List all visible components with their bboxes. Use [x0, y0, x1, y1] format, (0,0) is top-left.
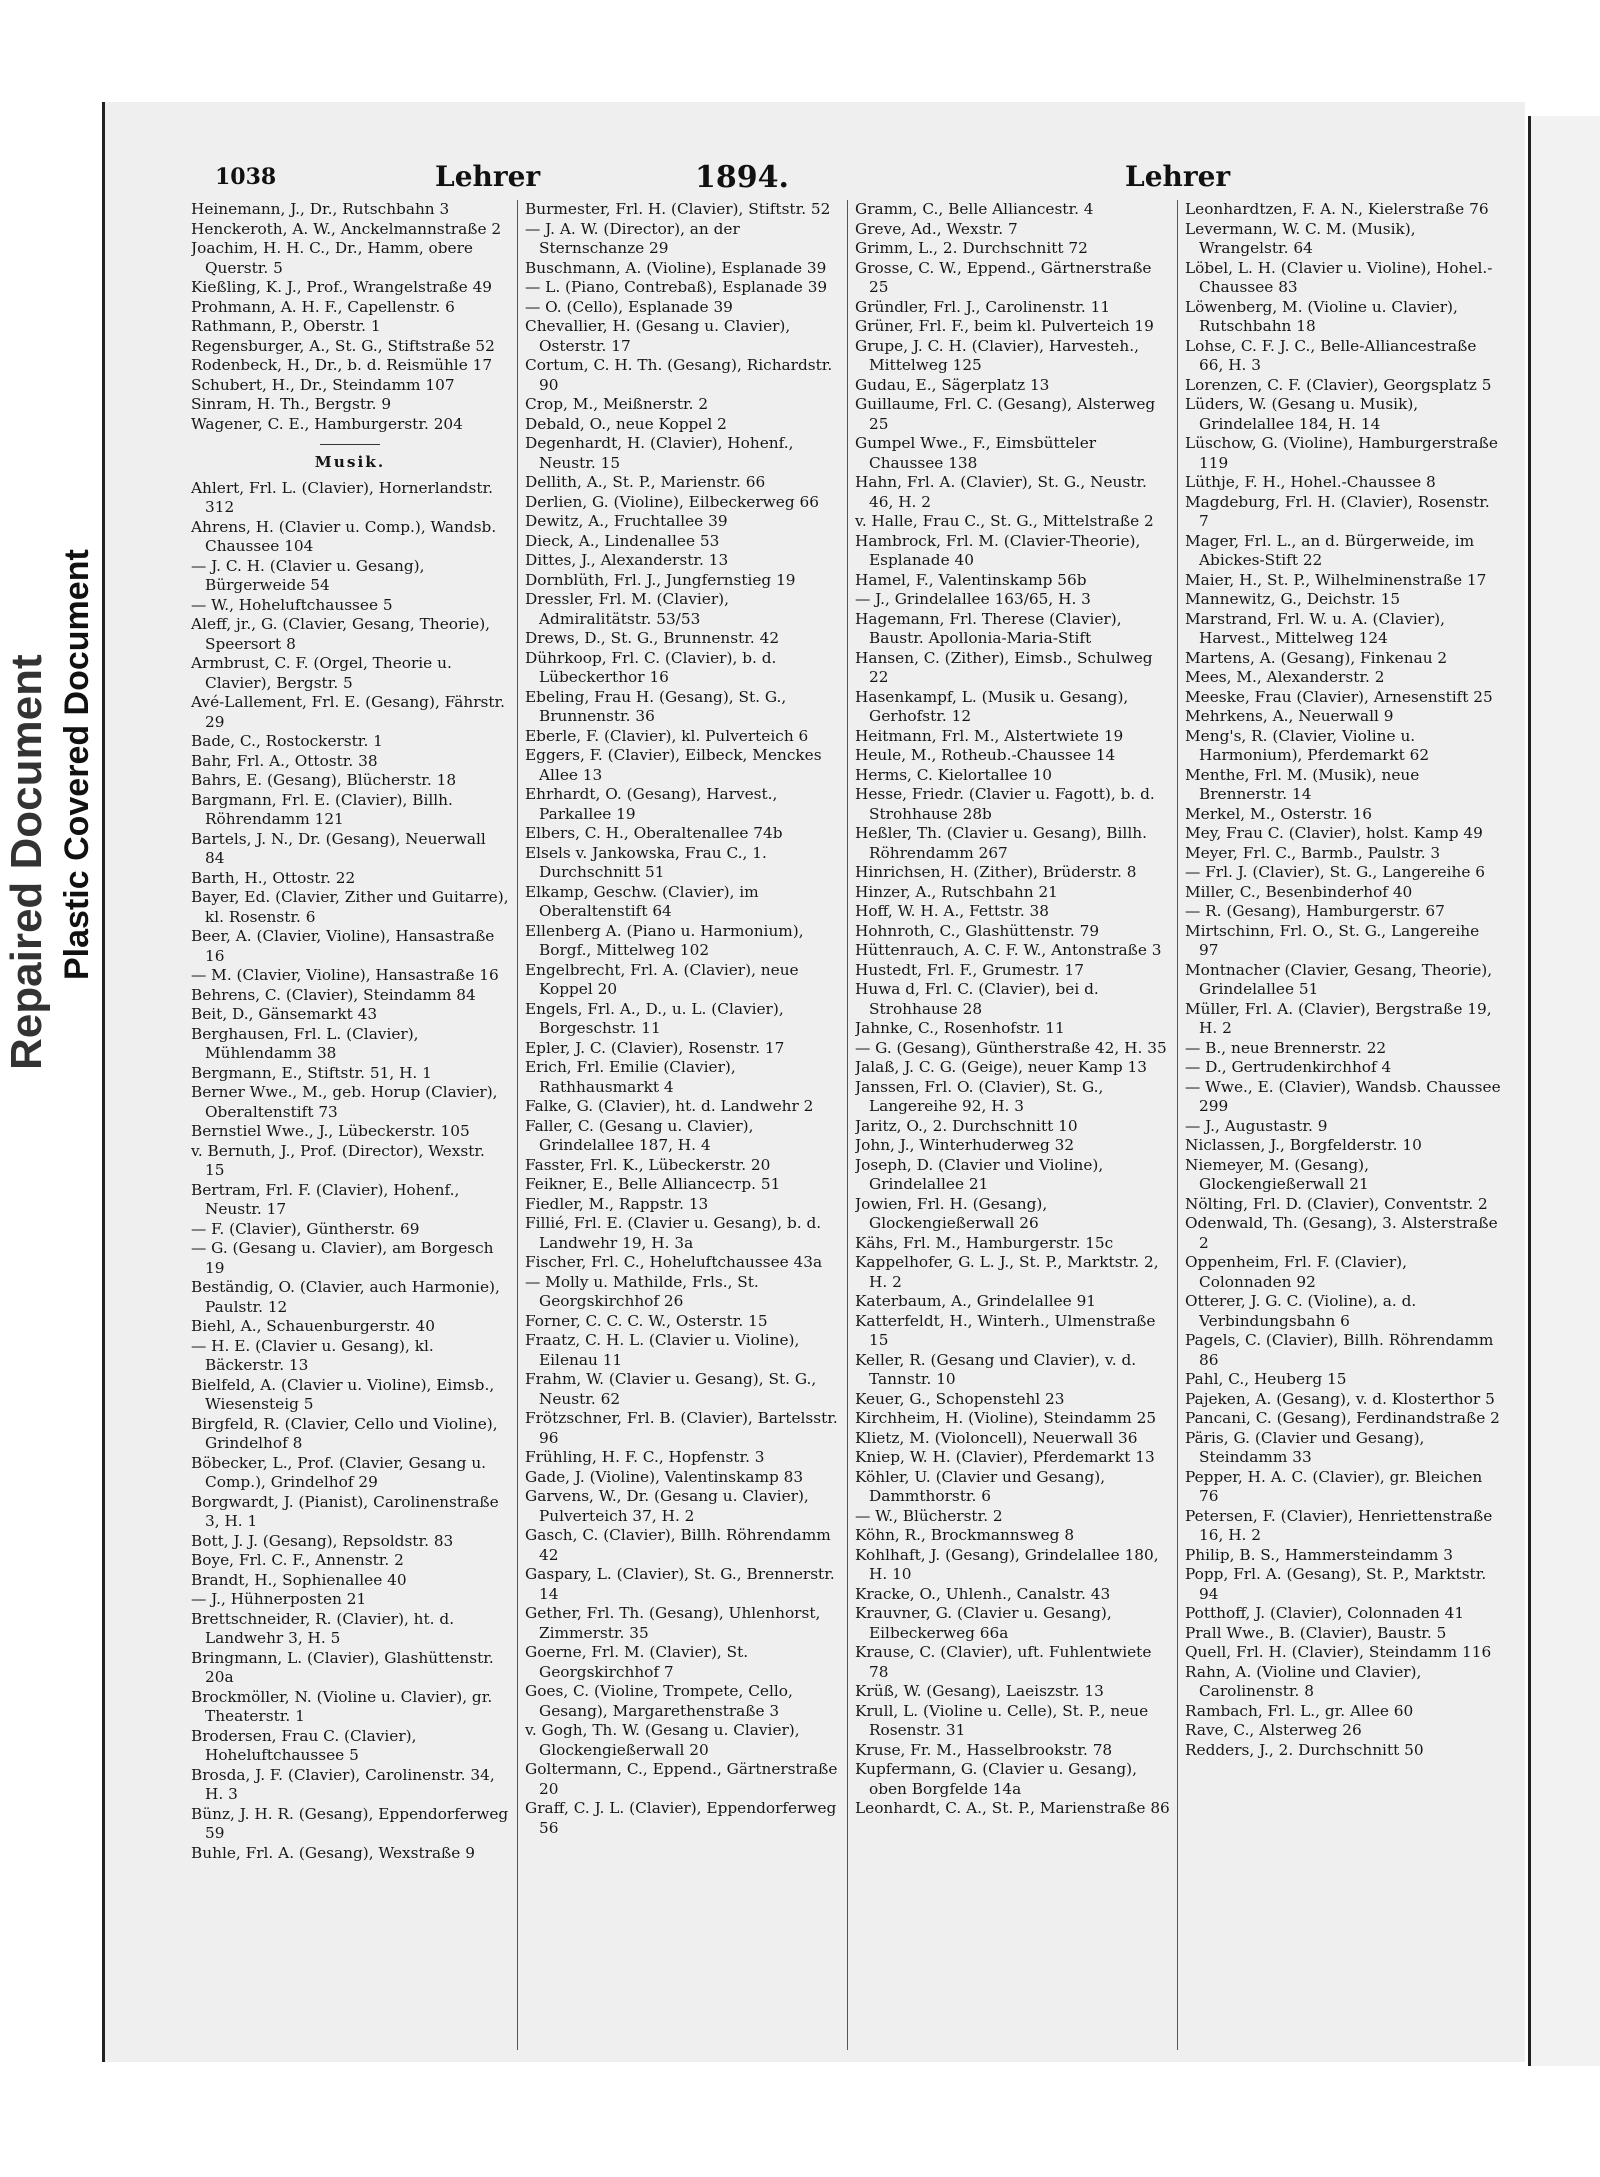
directory-entry: Oppenheim, Frl. F. (Clavier), Colonnaden 92: [1185, 1253, 1407, 1291]
directory-entry: Pajeken, A. (Gesang), v. d. Klosterthor 5: [1185, 1389, 1495, 1408]
directory-entry: Pancani, C. (Gesang), Ferdinandstraße 2: [1185, 1409, 1500, 1427]
directory-entry: Boye, Frl. C. F., Annenstr. 2: [191, 1551, 404, 1569]
directory-entry: Mager, Frl. L., an d. Bürgerweide, im Abickes-Stift 22: [1185, 531, 1475, 569]
directory-entry: Lorenzen, C. F. (Clavier), Georgsplatz 5: [1185, 375, 1492, 394]
directory-entry: Gether, Frl. Th. (Gesang), Uhlenhorst, Zimmerstr. 35: [525, 1604, 821, 1642]
column-divider: [1177, 200, 1178, 2050]
directory-entry: Beer, A. (Clavier, Violine), Hansastraße 16: [191, 927, 495, 965]
directory-entry: Gade, J. (Violine), Valentinskamp 83: [525, 1467, 804, 1486]
directory-entry: Müller, Frl. A. (Clavier), Bergstraße 19, H. 2: [1185, 999, 1492, 1037]
directory-entry: Rathmann, P., Oberstr. 1: [191, 317, 381, 335]
directory-entry: Ebeling, Frau H. (Gesang), St. G., Brunnenstr. 36: [525, 687, 787, 725]
directory-entry: v. Bernuth, J., Prof. (Director), Wexstr. 15: [191, 1141, 485, 1179]
directory-entry: — W., Hoheluftchaussee 5: [191, 595, 393, 614]
directory-entry: Bringmann, L. (Clavier), Glashüttenstr. 20a: [191, 1648, 494, 1686]
directory-entry: Bernstiel Wwe., J., Lübeckerstr. 105: [191, 1122, 470, 1140]
directory-entry: Henckeroth, A. W., Anckelmannstraße 2: [191, 219, 502, 238]
directory-entry: Elkamp, Geschw. (Clavier), im Oberaltenstift 64: [525, 882, 759, 920]
directory-entry: Krauvner, G. (Clavier u. Gesang), Eilbeckerweg 66a: [855, 1604, 1112, 1642]
adjacent-page-strip: [1528, 116, 1600, 2066]
directory-entry: Jaritz, O., 2. Durchschnitt 10: [855, 1116, 1078, 1135]
directory-entry: v. Halle, Frau C., St. G., Mittelstraße 2: [855, 512, 1154, 530]
directory-entry: Brandt, H., Sophienallee 40: [191, 1570, 407, 1589]
column-1: [191, 200, 509, 2050]
column-divider: [517, 200, 518, 2050]
directory-entry: Bahr, Frl. A., Ottostr. 38: [191, 751, 378, 770]
directory-entry: Odenwald, Th. (Gesang), 3. Alsterstraße 2: [1185, 1214, 1498, 1252]
directory-entry: Eberle, F. (Clavier), kl. Pulverteich 6: [525, 726, 809, 745]
directory-entry: Bünz, J. H. R. (Gesang), Eppendorferweg 59: [191, 1804, 509, 1842]
directory-entry: Elsels v. Jankowska, Frau C., 1. Durchschnitt 51: [525, 843, 767, 881]
directory-entry: Potthoff, J. (Clavier), Colonnaden 41: [1185, 1604, 1465, 1622]
directory-entry: Rodenbeck, H., Dr., b. d. Reismühle 17: [191, 356, 493, 374]
directory-entry: Kirchheim, H. (Violine), Steindamm 25: [855, 1409, 1157, 1427]
section-rule: [320, 444, 380, 445]
directory-entry: Mannewitz, G., Deichstr. 15: [1185, 590, 1401, 608]
directory-entry: Degenhardt, H. (Clavier), Hohenf., Neustr. 15: [525, 434, 794, 472]
directory-entry: Marstrand, Frl. W. u. A. (Clavier), Harvest., Mittelweg 124: [1185, 609, 1445, 647]
directory-entry: Schubert, H., Dr., Steindamm 107: [191, 375, 455, 394]
directory-entry: Behrens, C. (Clavier), Steindamm 84: [191, 985, 476, 1004]
directory-entry: Keuer, G., Schopenstehl 23: [855, 1389, 1065, 1408]
directory-entry: Prall Wwe., B. (Clavier), Baustr. 5: [1185, 1623, 1447, 1642]
directory-entry: Fischer, Frl. C., Hoheluftchaussee 43a: [525, 1253, 823, 1271]
directory-entry: Hasenkampf, L. (Musik u. Gesang), Gerhofstr. 12: [855, 687, 1129, 725]
directory-entry: — J. C. H. (Clavier u. Gesang), Bürgerweide 54: [191, 556, 425, 594]
directory-entry: — M. (Clavier, Violine), Hansastraße 16: [191, 966, 499, 984]
directory-entry: Garvens, W., Dr. (Gesang u. Clavier), Pulverteich 37, H. 2: [525, 1487, 809, 1525]
directory-entry: Fillié, Frl. E. (Clavier u. Gesang), b. d. Landwehr 19, H. 3a: [525, 1214, 822, 1252]
directory-entry: Kappelhofer, G. L. J., St. P., Marktstr. 2, H. 2: [855, 1253, 1159, 1291]
directory-entry: Gaspary, L. (Clavier), St. G., Brennerstr. 14: [525, 1565, 835, 1603]
directory-entry: Ellenberg A. (Piano u. Harmonium), Borgf., Mittelweg 102: [525, 921, 804, 959]
directory-entry: Frahm, W. (Clavier u. Gesang), St. G., Neustr. 62: [525, 1370, 817, 1408]
directory-entry: Drews, D., St. G., Brunnenstr. 42: [525, 629, 780, 647]
directory-entry: Lüthje, F. H., Hohel.-Chaussee 8: [1185, 473, 1436, 491]
directory-entry: Pepper, H. A. C. (Clavier), gr. Bleichen 76: [1185, 1467, 1483, 1505]
directory-entry: Joachim, H. H. C., Dr., Hamm, obere Querstr. 5: [191, 239, 473, 277]
directory-entry: Montnacher (Clavier, Gesang, Theorie), Grindelallee 51: [1185, 960, 1493, 998]
directory-entry: Debald, O., neue Koppel 2: [525, 414, 727, 433]
directory-entry: Chevallier, H. (Gesang u. Clavier), Osterstr. 17: [525, 317, 791, 355]
directory-entry: Bahrs, E. (Gesang), Blücherstr. 18: [191, 771, 457, 789]
directory-entry: Ehrhardt, O. (Gesang), Harvest., Parkallee 19: [525, 785, 778, 823]
directory-entry: Kracke, O., Uhlenh., Canalstr. 43: [855, 1584, 1111, 1603]
directory-entry: Armbrust, C. F. (Orgel, Theorie u. Clavier), Bergstr. 5: [191, 654, 452, 692]
directory-entry: Krause, C. (Clavier), uft. Fuhlentwiete 78: [855, 1643, 1152, 1681]
directory-entry: Berghausen, Frl. L. (Clavier), Mühlendamm 38: [191, 1024, 419, 1062]
directory-entry: Katterfeldt, H., Winterh., Ulmenstraße 15: [855, 1311, 1156, 1349]
directory-entry: Dittes, J., Alexanderstr. 13: [525, 551, 729, 569]
directory-entry: Grüner, Frl. F., beim kl. Pulverteich 19: [855, 317, 1154, 335]
directory-entry: Köhn, R., Brockmannsweg 8: [855, 1526, 1075, 1544]
directory-entry: Grimm, L., 2. Durchschnitt 72: [855, 239, 1088, 257]
directory-entry: — D., Gertrudenkirchhof 4: [1185, 1058, 1392, 1076]
directory-entry: Leonhardt, C. A., St. P., Marienstraße 86: [855, 1799, 1170, 1817]
directory-entry: Meng's, R. (Clavier, Violine u. Harmonium), Pferdemarkt 62: [1185, 726, 1430, 764]
year-title: 1894.: [695, 160, 789, 195]
directory-entry: Köhler, U. (Clavier und Gesang), Dammthorstr. 6: [855, 1467, 1106, 1505]
directory-entry: Biehl, A., Schauenburgerstr. 40: [191, 1317, 435, 1335]
directory-entry: Janssen, Frl. O. (Clavier), St. G., Langereihe 92, H. 3: [855, 1077, 1104, 1115]
plastic-covered-label: Plastic Covered Document: [58, 549, 96, 980]
directory-entry: Rambach, Frl. L., gr. Allee 60: [1185, 1701, 1414, 1720]
directory-entry: — H. E. (Clavier u. Gesang), kl. Bäckerstr. 13: [191, 1336, 434, 1374]
directory-entry: Graff, C. J. L. (Clavier), Eppendorferweg 56: [525, 1799, 837, 1837]
directory-entry: Dieck, A., Lindenallee 53: [525, 531, 720, 550]
directory-entry: Dressler, Frl. M. (Clavier), Admiralitätstr. 53/53: [525, 590, 729, 628]
directory-entry: Gramm, C., Belle Alliancestr. 4: [855, 200, 1094, 218]
directory-entry: Gudau, E., Sägerplatz 13: [855, 375, 1050, 394]
directory-entry: Dewitz, A., Fruchtallee 39: [525, 512, 728, 530]
directory-entry: Mey, Frau C. (Clavier), holst. Kamp 49: [1185, 824, 1483, 842]
directory-entry: Regensburger, A., St. G., Stiftstraße 52: [191, 336, 495, 355]
directory-entry: Philip, B. S., Hammersteindamm 3: [1185, 1545, 1453, 1564]
column-1-entries: [191, 200, 509, 434]
directory-entry: Erich, Frl. Emilie (Clavier), Rathhausmarkt 4: [525, 1058, 736, 1096]
directory-entry: Crop, M., Meißnerstr. 2: [525, 395, 709, 413]
directory-entry: Heule, M., Rotheub.-Chaussee 14: [855, 746, 1116, 764]
directory-entry: Heßler, Th. (Clavier u. Gesang), Billh. Röhrendamm 267: [855, 824, 1147, 862]
directory-entry: Niclassen, J., Borgfelderstr. 10: [1185, 1136, 1422, 1154]
directory-entry: Dührkoop, Frl. C. (Clavier), b. d. Lübeckerthor 16: [525, 648, 777, 686]
directory-entry: Kähs, Frl. M., Hamburgerstr. 15c: [855, 1233, 1114, 1252]
directory-entry: Kniep, W. H. (Clavier), Pferdemarkt 13: [855, 1448, 1155, 1466]
directory-entry: Klietz, M. (Violoncell), Neuerwall 36: [855, 1428, 1138, 1447]
directory-entry: Bargmann, Frl. E. (Clavier), Billh. Röhrendamm 121: [191, 790, 453, 828]
directory-entry: Lohse, C. F. J. C., Belle-Alliancestraße 66, H. 3: [1185, 336, 1477, 374]
directory-entry: — F. (Clavier), Güntherstr. 69: [191, 1219, 420, 1238]
directory-entry: Pagels, C. (Clavier), Billh. Röhrendamm 86: [1185, 1331, 1494, 1369]
directory-entry: Brettschneider, R. (Clavier), ht. d. Landwehr 3, H. 5: [191, 1609, 455, 1647]
column-2-entries: [525, 200, 843, 1838]
directory-entry: Gumpel Wwe., F., Eimsbütteler Chaussee 138: [855, 434, 1097, 472]
directory-entry: Martens, A. (Gesang), Finkenau 2: [1185, 648, 1448, 667]
directory-entry: Borgwardt, J. (Pianist), Carolinenstraße 3, H. 1: [191, 1492, 499, 1530]
directory-entry: Böbecker, L., Prof. (Clavier, Gesang u. Comp.), Grindelhof 29: [191, 1453, 487, 1491]
directory-entry: Beit, D., Gänsemarkt 43: [191, 1005, 378, 1023]
directory-entry: Jahnke, C., Rosenhofstr. 11: [855, 1019, 1065, 1037]
directory-entry: Ahrens, H. (Clavier u. Comp.), Wandsb. Chaussee 104: [191, 517, 497, 555]
directory-entry: Prohmann, A. H. F., Capellenstr. 6: [191, 297, 455, 316]
column-2: [525, 200, 843, 2050]
directory-entry: Miller, C., Besenbinderhof 40: [1185, 882, 1413, 901]
directory-entry: Mehrkens, A., Neuerwall 9: [1185, 707, 1394, 725]
directory-entry: Bartels, J. N., Dr. (Gesang), Neuerwall 84: [191, 829, 486, 867]
directory-entry: Hagemann, Frl. Therese (Clavier), Baustr. Apollonia-Maria-Stift: [855, 609, 1122, 647]
directory-entry: Brodersen, Frau C. (Clavier), Hoheluftchaussee 5: [191, 1726, 417, 1764]
directory-page: [102, 102, 1525, 2062]
directory-entry: Kießling, K. J., Prof., Wrangelstraße 49: [191, 278, 493, 296]
directory-entry: Brosda, J. F. (Clavier), Carolinenstr. 34, H. 3: [191, 1765, 495, 1803]
directory-entry: Frühling, H. F. C., Hopfenstr. 3: [525, 1448, 765, 1466]
directory-entry: Bott, J. J. (Gesang), Repsoldstr. 83: [191, 1531, 454, 1550]
directory-entry: — Molly u. Mathilde, Frls., St. Georgskirchhof 26: [525, 1272, 759, 1310]
directory-entry: Heitmann, Frl. M., Alstertwiete 19: [855, 726, 1124, 745]
directory-entry: Meyer, Frl. C., Barmb., Paulstr. 3: [1185, 843, 1441, 862]
directory-entry: Petersen, F. (Clavier), Henriettenstraße 16, H. 2: [1185, 1506, 1493, 1544]
section-heading-musik: Musik.: [314, 453, 386, 471]
directory-entry: Bielfeld, A. (Clavier u. Violine), Eimsb., Wiesensteig 5: [191, 1375, 495, 1413]
directory-entry: Frötzschner, Frl. B. (Clavier), Bartelsstr. 96: [525, 1409, 838, 1447]
directory-entry: Bayer, Ed. (Clavier, Zither und Guitarre), kl. Rosenstr. 6: [191, 888, 509, 926]
column-4-entries: [1185, 200, 1503, 1760]
directory-entry: Buschmann, A. (Violine), Esplanade 39: [525, 258, 827, 277]
directory-entry: Wagener, C. E., Hamburgerstr. 204: [191, 414, 463, 433]
directory-entry: Kohlhaft, J. (Gesang), Grindelallee 180, H. 10: [855, 1545, 1159, 1583]
directory-entry: Lüschow, G. (Violine), Hamburgerstraße 119: [1185, 434, 1498, 472]
directory-entry: Avé-Lallement, Frl. E. (Gesang), Fährstr. 29: [191, 693, 506, 731]
directory-entry: Rahn, A. (Violine und Clavier), Carolinenstr. 8: [1185, 1662, 1422, 1700]
directory-entry: Birgfeld, R. (Clavier, Cello und Violine), Grindelhof 8: [191, 1414, 498, 1452]
directory-entry: Greve, Ad., Wexstr. 7: [855, 219, 1018, 238]
directory-entry: Krüß, W. (Gesang), Laeiszstr. 13: [855, 1682, 1104, 1700]
directory-entry: Hinrichsen, H. (Zither), Brüderstr. 8: [855, 863, 1137, 881]
directory-entry: Fasster, Frl. K., Lübeckerstr. 20: [525, 1155, 771, 1174]
directory-entry: — R. (Gesang), Hamburgerstr. 67: [1185, 902, 1445, 920]
directory-entry: Derlien, G. (Violine), Eilbeckerweg 66: [525, 492, 819, 511]
directory-entry: Goerne, Frl. M. (Clavier), St. Georgskirchhof 7: [525, 1643, 749, 1681]
directory-entry: v. Gogh, Th. W. (Gesang u. Clavier), Glockengießerwall 20: [525, 1721, 800, 1759]
directory-entry: Hüttenrauch, A. C. F. W., Antonstraße 3: [855, 941, 1162, 959]
directory-entry: Hansen, C. (Zither), Eimsb., Schulweg 22: [855, 648, 1153, 686]
directory-entry: Bertram, Frl. F. (Clavier), Hohenf., Neustr. 17: [191, 1180, 460, 1218]
repaired-document-label: Repaired Document: [2, 654, 51, 1070]
directory-entry: Eggers, F. (Clavier), Eilbeck, Menckes Allee 13: [525, 746, 822, 784]
directory-entry: Leonhardtzen, F. A. N., Kielerstraße 76: [1185, 200, 1489, 218]
directory-entry: — G. (Gesang), Güntherstraße 42, H. 35: [855, 1038, 1167, 1057]
directory-entry: Nölting, Frl. D. (Clavier), Conventstr. 2: [1185, 1194, 1488, 1213]
directory-entry: Hambrock, Frl. M. (Clavier-Theorie), Esplanade 40: [855, 531, 1141, 569]
directory-entry: — B., neue Brennerstr. 22: [1185, 1038, 1387, 1057]
directory-entry: Cortum, C. H. Th. (Gesang), Richardstr. 90: [525, 356, 833, 394]
column-3: [855, 200, 1173, 2050]
directory-entry: Elbers, C. H., Oberaltenallee 74b: [525, 824, 783, 842]
directory-entry: Kruse, Fr. M., Hasselbrookstr. 78: [855, 1740, 1113, 1759]
directory-entry: Heinemann, J., Dr., Rutschbahn 3: [191, 200, 450, 218]
directory-entry: Buhle, Frl. A. (Gesang), Wexstraße 9: [191, 1843, 475, 1862]
column-divider: [847, 200, 848, 2050]
directory-entry: Engels, Frl. A., D., u. L. (Clavier), Borgeschstr. 11: [525, 999, 784, 1037]
directory-entry: Mirtschinn, Frl. O., St. G., Langereihe 97: [1185, 921, 1480, 959]
directory-entry: Epler, J. C. (Clavier), Rosenstr. 17: [525, 1038, 785, 1057]
directory-entry: — J., Grindelallee 163/65, H. 3: [855, 590, 1091, 608]
column-1-musik-entries: [191, 479, 509, 1864]
directory-entry: Berner Wwe., M., geb. Horup (Clavier), Oberaltenstift 73: [191, 1083, 498, 1121]
directory-entry: Goes, C. (Violine, Trompete, Cello, Gesang), Margarethenstraße 3: [525, 1682, 793, 1720]
directory-entry: — J., Augustastr. 9: [1185, 1116, 1328, 1135]
directory-entry: Merkel, M., Osterstr. 16: [1185, 804, 1372, 823]
directory-entry: Löwenberg, M. (Violine u. Clavier), Rutschbahn 18: [1185, 297, 1458, 335]
directory-entry: Engelbrecht, Frl. A. (Clavier), neue Koppel 20: [525, 960, 799, 998]
column-4: [1185, 200, 1503, 2050]
directory-entry: Magdeburg, Frl. H. (Clavier), Rosenstr. 7: [1185, 492, 1490, 530]
directory-entry: Fraatz, C. H. L. (Clavier u. Violine), Eilenau 11: [525, 1331, 800, 1369]
directory-entry: John, J., Winterhuderweg 32: [855, 1136, 1075, 1154]
directory-entry: Hustedt, Frl. F., Grumestr. 17: [855, 960, 1085, 979]
directory-entry: Brockmöller, N. (Violine u. Clavier), gr. Theaterstr. 1: [191, 1687, 493, 1725]
directory-entry: Redders, J., 2. Durchschnitt 50: [1185, 1740, 1424, 1759]
directory-entry: Grupe, J. C. H. (Clavier), Harvesteh., Mittelweg 125: [855, 336, 1139, 374]
directory-entry: Beständig, O. (Clavier, auch Harmonie), Paulstr. 12: [191, 1278, 500, 1316]
directory-entry: Jowien, Frl. H. (Gesang), Glockengießerwall 26: [855, 1194, 1048, 1232]
page-header: [215, 160, 1295, 200]
page-number: 1038: [215, 164, 277, 190]
directory-entry: Menthe, Frl. M. (Musik), neue Brennerstr. 14: [1185, 765, 1420, 803]
directory-entry: Hoff, W. H. A., Fettstr. 38: [855, 902, 1050, 920]
directory-entry: Hesse, Friedr. (Clavier u. Fagott), b. d. Strohhause 28b: [855, 785, 1155, 823]
directory-entry: Quell, Frl. H. (Clavier), Steindamm 116: [1185, 1643, 1492, 1661]
directory-entry: — W., Blücherstr. 2: [855, 1506, 1003, 1525]
directory-entry: Barth, H., Ottostr. 22: [191, 868, 356, 887]
directory-entry: Keller, R. (Gesang und Clavier), v. d. Tannstr. 10: [855, 1350, 1137, 1388]
column-3-entries: [855, 200, 1173, 1819]
directory-entry: — O. (Cello), Esplanade 39: [525, 297, 733, 316]
directory-entry: Levermann, W. C. M. (Musik), Wrangelstr. 64: [1185, 219, 1416, 257]
directory-entry: Hahn, Frl. A. (Clavier), St. G., Neustr. 46, H. 2: [855, 473, 1147, 511]
directory-entry: Mees, M., Alexanderstr. 2: [1185, 668, 1385, 686]
directory-entry: Meeske, Frau (Clavier), Arnesenstift 25: [1185, 687, 1493, 706]
directory-entry: Aleff, jr., G. (Clavier, Gesang, Theorie), Speersort 8: [191, 615, 491, 653]
right-running-title: Lehrer: [1125, 160, 1231, 193]
directory-entry: Lüders, W. (Gesang u. Musik), Grindelallee 184, H. 14: [1185, 395, 1419, 433]
directory-entry: Kupfermann, G. (Clavier u. Gesang), oben Borgfelde 14a: [855, 1760, 1137, 1798]
directory-entry: — L. (Piano, Contrebaß), Esplanade 39: [525, 278, 828, 296]
directory-entry: — J., Hühnerposten 21: [191, 1590, 367, 1608]
directory-entry: Guillaume, Frl. C. (Gesang), Alsterweg 25: [855, 395, 1156, 433]
directory-entry: Huwa d, Frl. C. (Clavier), bei d. Strohhause 28: [855, 980, 1099, 1018]
directory-entry: — J. A. W. (Director), an der Sternschanze 29: [525, 219, 740, 257]
directory-entry: Hohnroth, C., Glashüttenstr. 79: [855, 921, 1100, 940]
directory-entry: — Wwe., E. (Clavier), Wandsb. Chaussee 299: [1185, 1077, 1501, 1115]
directory-entry: Faller, C. (Gesang u. Clavier), Grindelallee 187, H. 4: [525, 1116, 754, 1154]
directory-entry: Fiedler, M., Rappstr. 13: [525, 1194, 709, 1213]
directory-entry: Gasch, C. (Clavier), Billh. Röhrendamm 42: [525, 1526, 831, 1564]
left-running-title: Lehrer: [435, 160, 541, 193]
directory-entry: Hamel, F., Valentinskamp 56b: [855, 570, 1087, 589]
directory-entry: Bade, C., Rostockerstr. 1: [191, 732, 383, 750]
directory-entry: Hinzer, A., Rutschbahn 21: [855, 882, 1058, 901]
directory-entry: Grosse, C. W., Eppend., Gärtnerstraße 25: [855, 258, 1152, 296]
directory-entry: Katerbaum, A., Grindelallee 91: [855, 1292, 1097, 1310]
directory-entry: Bergmann, E., Stiftstr. 51, H. 1: [191, 1063, 432, 1082]
directory-entry: Löbel, L. H. (Clavier u. Violine), Hohel.-Chaussee 83: [1185, 258, 1493, 296]
directory-entry: Rave, C., Alsterweg 26: [1185, 1721, 1362, 1739]
directory-entry: Jalaß, J. C. G. (Geige), neuer Kamp 13: [855, 1058, 1147, 1076]
directory-entry: Otterer, J. G. C. (Violine), a. d. Verbindungsbahn 6: [1185, 1292, 1417, 1330]
directory-entry: Herms, C. Kielortallee 10: [855, 765, 1052, 784]
directory-entry: Dellith, A., St. P., Marienstr. 66: [525, 473, 766, 491]
directory-entry: Feikner, E., Belle Allianceстр. 51: [525, 1175, 781, 1193]
directory-entry: Burmester, Frl. H. (Clavier), Stiftstr. 52: [525, 200, 831, 218]
directory-entry: Joseph, D. (Clavier und Violine), Grindelallee 21: [855, 1155, 1104, 1193]
directory-entry: Popp, Frl. A. (Gesang), St. P., Marktstr. 94: [1185, 1565, 1487, 1603]
directory-entry: Goltermann, C., Eppend., Gärtnerstraße 20: [525, 1760, 838, 1798]
directory-entry: Pahl, C., Heuberg 15: [1185, 1370, 1347, 1388]
directory-entry: Dornblüth, Frl. J., Jungfernstieg 19: [525, 570, 796, 589]
directory-entry: Maier, H., St. P., Wilhelminenstraße 17: [1185, 570, 1487, 589]
directory-entry: Krull, L. (Violine u. Celle), St. P., neue Rosenstr. 31: [855, 1701, 1149, 1739]
directory-entry: Sinram, H. Th., Bergstr. 9: [191, 395, 392, 413]
directory-entry: Päris, G. (Clavier und Gesang), Steindamm 33: [1185, 1428, 1425, 1466]
directory-entry: — Frl. J. (Clavier), St. G., Langereihe 6: [1185, 863, 1485, 881]
directory-entry: Niemeyer, M. (Gesang), Glockengießerwall 21: [1185, 1155, 1370, 1193]
directory-entry: Gründler, Frl. J., Carolinenstr. 11: [855, 297, 1111, 316]
directory-entry: Ahlert, Frl. L. (Clavier), Hornerlandstr. 312: [191, 478, 493, 516]
directory-entry: — G. (Gesang u. Clavier), am Borgesch 19: [191, 1239, 494, 1277]
directory-entry: Forner, C. C. C. W., Osterstr. 15: [525, 1311, 768, 1330]
directory-entry: Falke, G. (Clavier), ht. d. Landwehr 2: [525, 1097, 814, 1115]
